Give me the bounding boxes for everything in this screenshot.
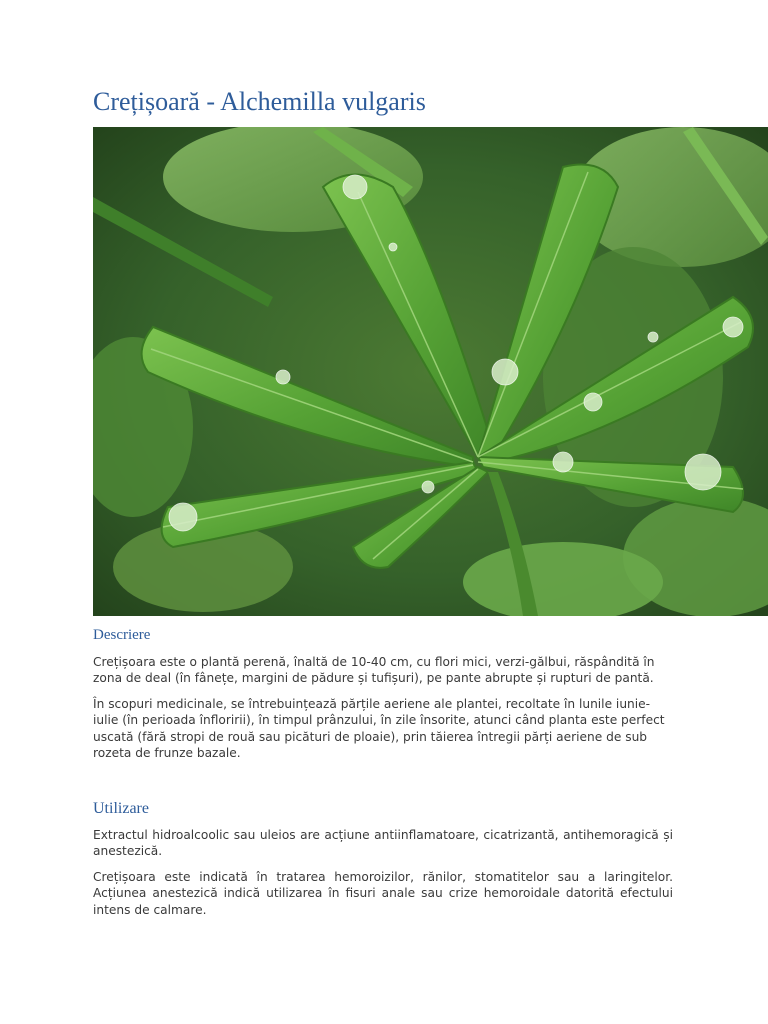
utilizare-paragraph-2: Crețișoara este indicată în tratarea hemoroizilor, rănilor, stomatitelor sau a laringitelor. Acțiunea anestezică indică utilizarea în fisuri anale sau crize hemoroidale datorită efectului intens de calmare. (93, 870, 673, 917)
section-heading-descriere: Descriere (93, 627, 151, 643)
section-heading-utilizare: Utilizare (93, 800, 149, 817)
descriere-paragraph-1: Crețișoara este o plantă perenă, înaltă de 10-40 cm, cu flori mici, verzi-gălbui, răspândită în zona de deal (în fânețe, margini de pădure și tufișuri), pe pante abrupte și rupturi de pantă. (93, 655, 655, 686)
utilizare-paragraph-1: Extractul hidroalcoolic sau uleios are acțiune antiinflamatoare, cicatrizantă, antihemoragică și anestezică. (93, 828, 673, 859)
page-title: Crețișoară - Alchemilla vulgaris (93, 87, 426, 116)
plant-photo (93, 127, 768, 616)
descriere-paragraph-2: În scopuri medicinale, se întrebuințează părțile aeriene ale plantei, recoltate în lunile iunie-iulie (în perioada înfloririi), în timpul prânzului, în zile însorite, atunci când planta este perfect uscată (fără stropi de rouă sau picături de ploaie), prin tăierea întregii părți aeriene de sub rozeta de frunze bazale. (93, 697, 665, 761)
